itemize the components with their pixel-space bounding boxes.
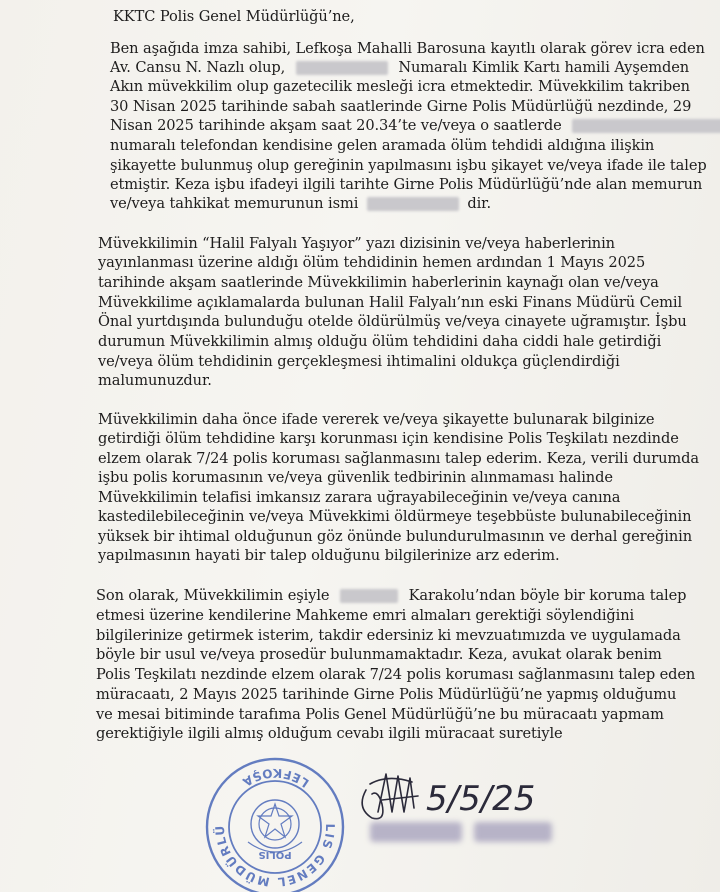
redacted-id-number: [296, 61, 388, 75]
p4-line-1: [96, 587, 686, 605]
p3-line-7: yüksek bir ihtimal olduğunun göz önünde bulundurulmasının ve derhal gereğinin: [98, 528, 693, 545]
p3-line-2: getirdiği ölüm tehdidine karşı korunması için kendisine Polis Teşkilatı nezdinde: [98, 430, 679, 447]
p1-line-1: Ben aşağıda imza sahibi, Lefkoşa Mahalli Barosuna kayıtlı olarak görev icra eden: [110, 40, 705, 57]
p4-line-1b: Karakolu’ndan böyle bir koruma talep: [408, 587, 687, 604]
p1-line-7: şikayette bulunmuş olup gereğinin yapılmasını işbu şikayet ve/veya ifade ile talep: [110, 157, 707, 174]
p2-line-7: ve/veya ölüm tehdidinin gerçekleşmesi ihtimalini oldukça güçlendirdiği: [98, 353, 620, 370]
p1-line-5: [110, 117, 720, 135]
stamp-center-text: POLIS: [258, 849, 292, 860]
police-stamp: [200, 752, 350, 892]
p4-line-5: Polis Teşkilatı nezdinde elzem olarak 7/24 polis koruması sağlanmasını talep eden: [96, 666, 696, 683]
p4-line-4: böyle bir usul ve/veya prosedür bulunmamaktadır. Keza, avukat olarak benim: [96, 646, 662, 663]
p3-line-1: Müvekkilimin daha önce ifade vererek ve/veya şikayette bulunarak bilginize: [98, 411, 655, 428]
p1-line-8: etmiştir. Keza işbu ifadeyi ilgili tarihte Girne Polis Müdürlüğü’nde alan memurun: [110, 176, 703, 193]
p4-line-6: müracaatı, 2 Mayıs 2025 tarihinde Girne Polis Müdürlüğü’ne yapmış olduğumu: [96, 686, 677, 703]
addressee: KKTC Polis Genel Müdürlüğü’ne,: [113, 8, 355, 25]
redacted-phone-number: [572, 119, 720, 133]
p1-line-2a: Av. Cansu N. Nazlı olup,: [110, 59, 286, 76]
p4-line-2: etmesi üzerine kendilerine Mahkeme emri almaları gerektiği söylendiğini: [96, 607, 635, 624]
stamp-top-text: LEFKOŞA: [238, 765, 312, 791]
p1-line-5a: Nisan 2025 tarihinde akşam saat 20.34’te ve/veya o saatlerde: [110, 117, 562, 134]
p1-line-9a: ve/veya tahkikat memurunun ismi: [110, 195, 359, 212]
p2-line-8: malumunuzdur.: [98, 372, 212, 389]
p3-line-4: işbu polis korumasının ve/veya güvenlik tedbirinin alınmaması halinde: [98, 469, 613, 486]
signature-date: 5/5/25: [426, 779, 536, 819]
redacted-spouse-name: [340, 589, 398, 603]
p1-line-9: [110, 195, 491, 213]
p2-line-4: Müvekkilime açıklamalarda bulunan Halil Falyalı’nın eski Finans Müdürü Cemil: [98, 294, 683, 311]
p2-line-1: Müvekkilimin “Halil Falyalı Yaşıyor” yazı dizisinin ve/veya haberlerinin: [98, 235, 615, 252]
p4-line-3: bilgilerinize getirmek isterim, takdir edersiniz ki mevzuatımızda ve uygulamada: [96, 627, 681, 644]
p4-line-8: gerektiğiyle ilgili almış olduğum cevabı ilgili müracaat suretiyle: [96, 725, 563, 742]
p4-line-1a: Son olarak, Müvekkilimin eşiyle: [96, 587, 330, 604]
p3-line-8: yapılmasının hayati bir talep olduğunu bilgilerinize arz ederim.: [98, 547, 560, 564]
p1-line-6: numaralı telefondan kendisine gelen aramada ölüm tehdidi aldığına ilişkin: [110, 137, 655, 154]
p3-line-3: elzem olarak 7/24 polis koruması sağlanmasını talep ederim. Keza, verili durumda: [98, 450, 699, 467]
p2-line-6: durumun Müvekkilimin almış olduğu ölüm tehdidini daha ciddi hale getirdiği: [98, 333, 662, 350]
p3-line-6: kastedilebileceğinin ve/veya Müvekkimi öldürmeye teşebbüste bulunabileceğinin: [98, 508, 692, 525]
p2-line-2: yayınlanması üzerine aldığı ölüm tehdidinin hemen ardından 1 Mayıs 2025: [98, 254, 646, 271]
redacted-officer-name: [367, 197, 459, 211]
p1-line-3: Akın müvekkilim olup gazetecilik mesleği icra etmektedir. Müvekkilim takriben: [110, 78, 690, 95]
stamp-ring-text: LIS GENEL MÜDÜRLÜ: [212, 823, 338, 890]
p2-line-3: tarihinde akşam saatlerinde Müvekkilimin haberlerinin kaynağı olan ve/veya: [98, 274, 659, 291]
p4-line-7: ve mesai bitiminde tarafıma Polis Genel Müdürlüğü’ne bu müracaatı yapmam: [96, 706, 664, 723]
handwritten-signature: [352, 760, 552, 830]
p1-line-9b: dir.: [467, 195, 491, 212]
p1-line-4: 30 Nisan 2025 tarihinde sabah saatlerinde Girne Polis Müdürlüğü nezdinde, 29: [110, 98, 692, 115]
p3-line-5: Müvekkilimin telafisi imkansız zarara uğrayabileceğinin ve/veya canına: [98, 489, 621, 506]
p1-line-2: [110, 59, 689, 77]
p2-line-5: Önal yurtdışında bulunduğu otelde öldürülmüş ve/veya cinayete uğramıştır. İşbu: [98, 313, 687, 330]
redacted-signer-name-1: [370, 822, 462, 842]
redacted-signer-name-2: [474, 822, 552, 842]
p1-line-2b: Numaralı Kimlik Kartı hamili Ayşemden: [398, 59, 690, 76]
